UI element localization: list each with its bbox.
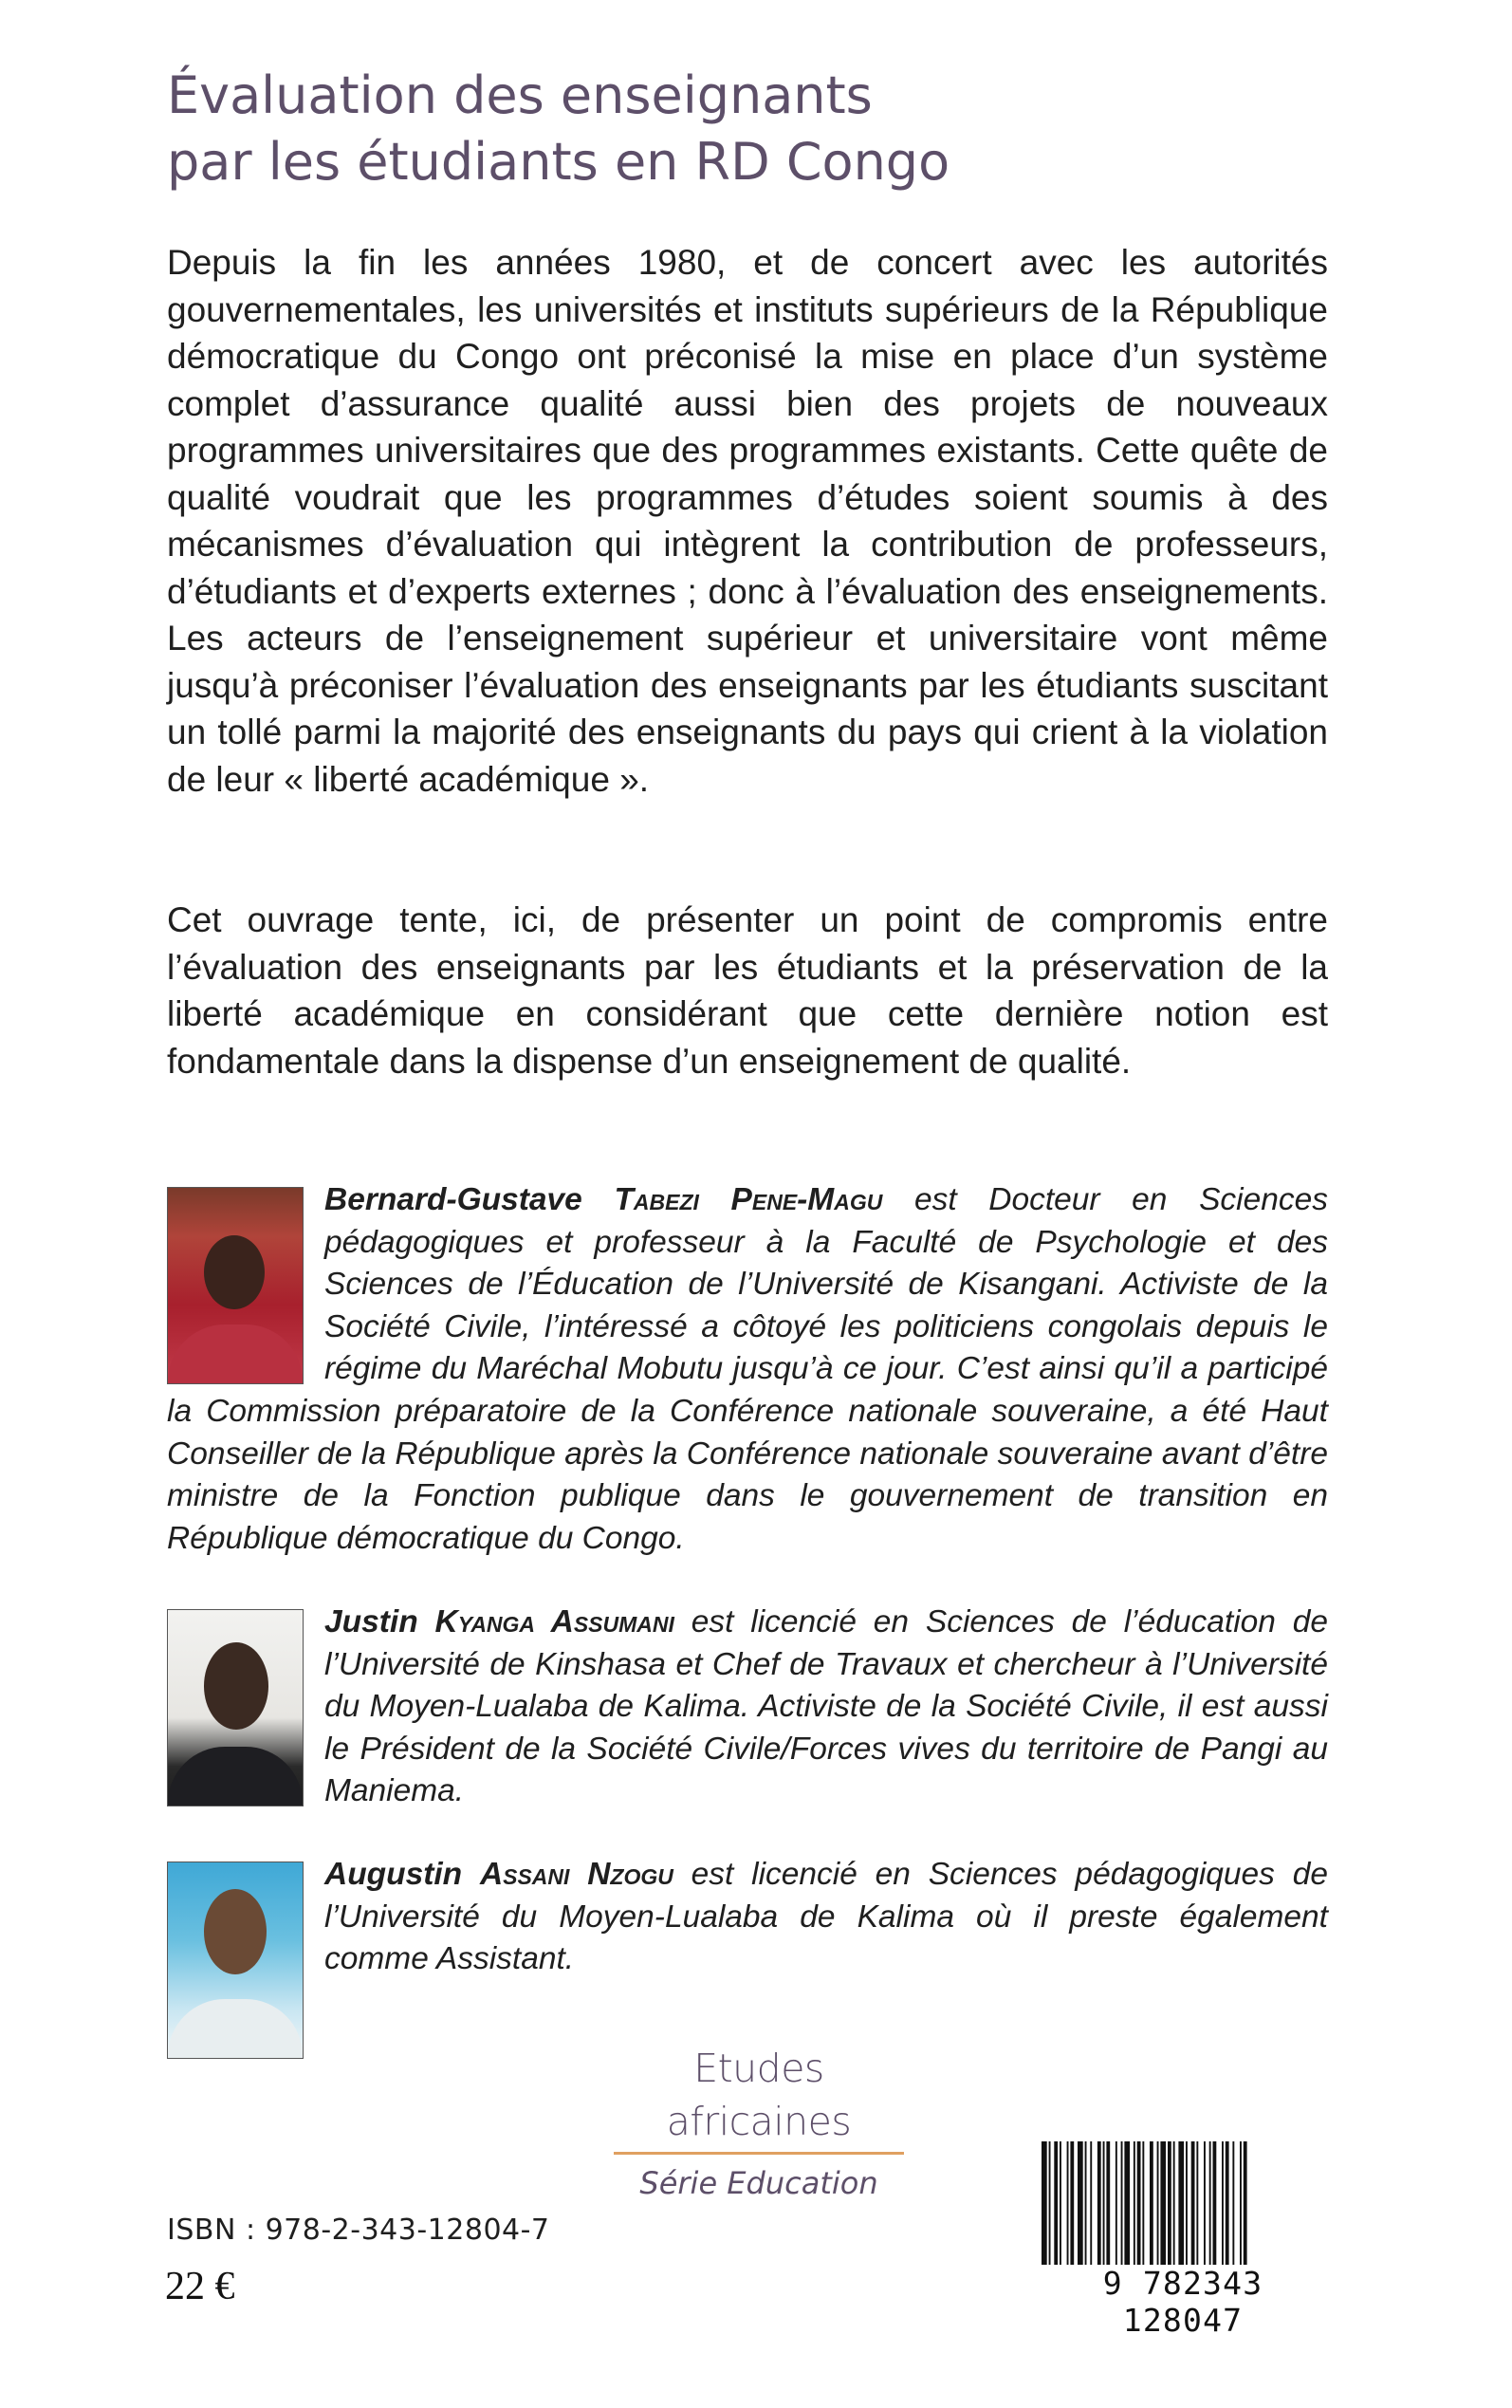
barcode-bar bbox=[1116, 2141, 1117, 2274]
barcode-bars bbox=[1038, 2141, 1328, 2274]
barcode-bar bbox=[1178, 2141, 1184, 2274]
author-last-name-2: Kyanga Assumani bbox=[434, 1604, 674, 1639]
author-photo-3 bbox=[167, 1862, 304, 2059]
series-subtitle: Série Education bbox=[639, 2165, 878, 2201]
author-photo-1 bbox=[167, 1187, 304, 1384]
barcode-bar bbox=[1213, 2141, 1217, 2274]
barcode-bar bbox=[1186, 2141, 1188, 2274]
author-first-name-2: Justin bbox=[324, 1604, 418, 1639]
barcode-bar bbox=[1106, 2141, 1110, 2274]
author-bio-text-1: est Docteur en Sciences pédagogiques et professeur à la Faculté de Psychologie et des Sciences de l’Éducation de l’Université de Kisangani. Activiste de la Société Civile, l’intéressé a côtoyé les politiciens congolais depuis le régime du Maréchal Mobutu jusqu’à ce jour. C’est ainsi qu’il a participé la Commission préparatoire de la Conférence nationale souveraine, a été Haut Conseiller de la République après la Conférence nationale souveraine avant d’être ministre de la Fonction publique dans le gouvernement de transition en République démocratique du Congo. bbox=[167, 1182, 1328, 1556]
author-last-name-3: Assani Nzogu bbox=[479, 1857, 673, 1892]
description-paragraph-1: Depuis la fin les années 1980, et de concert avec les autorités gouvernementales, les universités et instituts supérieurs de la République démocratique du Congo ont préconisé la mise en place d’un système complet d’assurance qualité aussi bien des projets de nouveaux programmes universitaires que des programmes existants. Cette quête de qualité voudrait que les programmes d’études soient soumis à des mécanismes d’évaluation qui intègrent la contribution de professeurs, d’étudiants et d’experts externes ; donc à l’évaluation des enseignements. Les acteurs de l’enseignement supérieur et universitaire vont même jusqu’à préconiser l’évaluation des enseignants par les étudiants suscitant un tollé parmi la majorité des enseignants du pays qui crient à la violation de leur « liberté académique ». bbox=[167, 243, 1328, 799]
barcode-bar bbox=[1121, 2141, 1123, 2274]
author-bio-text-2: est licencié en Sciences de l’éducation de l’Université de Kinshasa et Chef de Travaux et chercheur à l’Université du Moyen-Lualaba de Kalima. Activiste de la Société Civile, il est aussi le Président de la Société Civile/Forces vives du territoire de Pangi au Maniema. bbox=[324, 1604, 1329, 1809]
barcode-bar bbox=[1054, 2141, 1058, 2274]
barcode-bar bbox=[1103, 2141, 1105, 2274]
barcode-bar bbox=[1134, 2141, 1135, 2274]
book-title-line-2: par les étudiants en RD Congo bbox=[167, 132, 950, 192]
barcode-bar bbox=[1049, 2141, 1051, 2274]
barcode-bar bbox=[1124, 2141, 1130, 2274]
barcode-bar bbox=[1204, 2141, 1206, 2274]
barcode-bar bbox=[1085, 2141, 1087, 2274]
barcode-bar bbox=[1226, 2141, 1229, 2274]
barcode-bar bbox=[1070, 2141, 1074, 2274]
author-bio-3 bbox=[167, 1854, 1328, 2059]
price: 22 € bbox=[165, 2265, 235, 2308]
barcode-digits: 9 782343 128047 bbox=[1038, 2265, 1328, 2339]
author-first-name-1: Bernard-Gustave bbox=[324, 1182, 582, 1217]
barcode-bar bbox=[1142, 2141, 1144, 2274]
isbn-number: ISBN : 978-2-343-12804-7 bbox=[167, 2214, 550, 2247]
barcode-bar bbox=[1090, 2141, 1092, 2274]
author-photo-2 bbox=[167, 1609, 304, 1806]
book-title-line-1: Évaluation des enseignants bbox=[167, 65, 873, 125]
series-divider bbox=[614, 2152, 904, 2155]
book-title bbox=[167, 63, 1362, 195]
barcode-bar bbox=[1067, 2141, 1069, 2274]
barcode-bar bbox=[1191, 2141, 1195, 2274]
barcode-bar bbox=[1232, 2141, 1234, 2274]
barcode-bar bbox=[1209, 2141, 1211, 2274]
barcode-bar bbox=[1173, 2141, 1175, 2274]
barcode-bar bbox=[1078, 2141, 1083, 2274]
author-bio-2 bbox=[167, 1602, 1328, 1813]
description-paragraph-2: Cet ouvrage tente, ici, de présenter un point de compromis entre l’évaluation des enseignants par les étudiants et la préservation de la liberté académique en considérant que cette dernière notion est fondamentale dans la dispense d’un enseignement de qualité. bbox=[167, 900, 1328, 1081]
barcode-bar bbox=[1157, 2141, 1159, 2274]
barcode-bar bbox=[1222, 2141, 1224, 2274]
barcode bbox=[1038, 2141, 1328, 2339]
barcode-bar bbox=[1097, 2141, 1101, 2274]
barcode-bar bbox=[1060, 2141, 1061, 2274]
barcode-bar bbox=[1137, 2141, 1141, 2274]
barcode-bar bbox=[1240, 2141, 1242, 2274]
barcode-bar bbox=[1196, 2141, 1198, 2274]
series-name: Etudes africaines bbox=[666, 2046, 852, 2144]
series-logo bbox=[598, 2042, 920, 2204]
author-last-name-1: Tabezi Pene-Magu bbox=[614, 1182, 883, 1217]
barcode-bar bbox=[1150, 2141, 1153, 2274]
barcode-bar bbox=[1168, 2141, 1171, 2274]
barcode-bar bbox=[1244, 2141, 1247, 2274]
author-first-name-3: Augustin bbox=[324, 1857, 463, 1892]
author-bio-text-3: est licencié en Sciences pédagogiques de l’Université du Moyen-Lualaba de Kalima où il preste également comme Assistant. bbox=[324, 1857, 1328, 1977]
barcode-bar bbox=[1042, 2141, 1047, 2274]
barcode-bar bbox=[1160, 2141, 1166, 2274]
author-bio-1 bbox=[167, 1179, 1328, 1560]
